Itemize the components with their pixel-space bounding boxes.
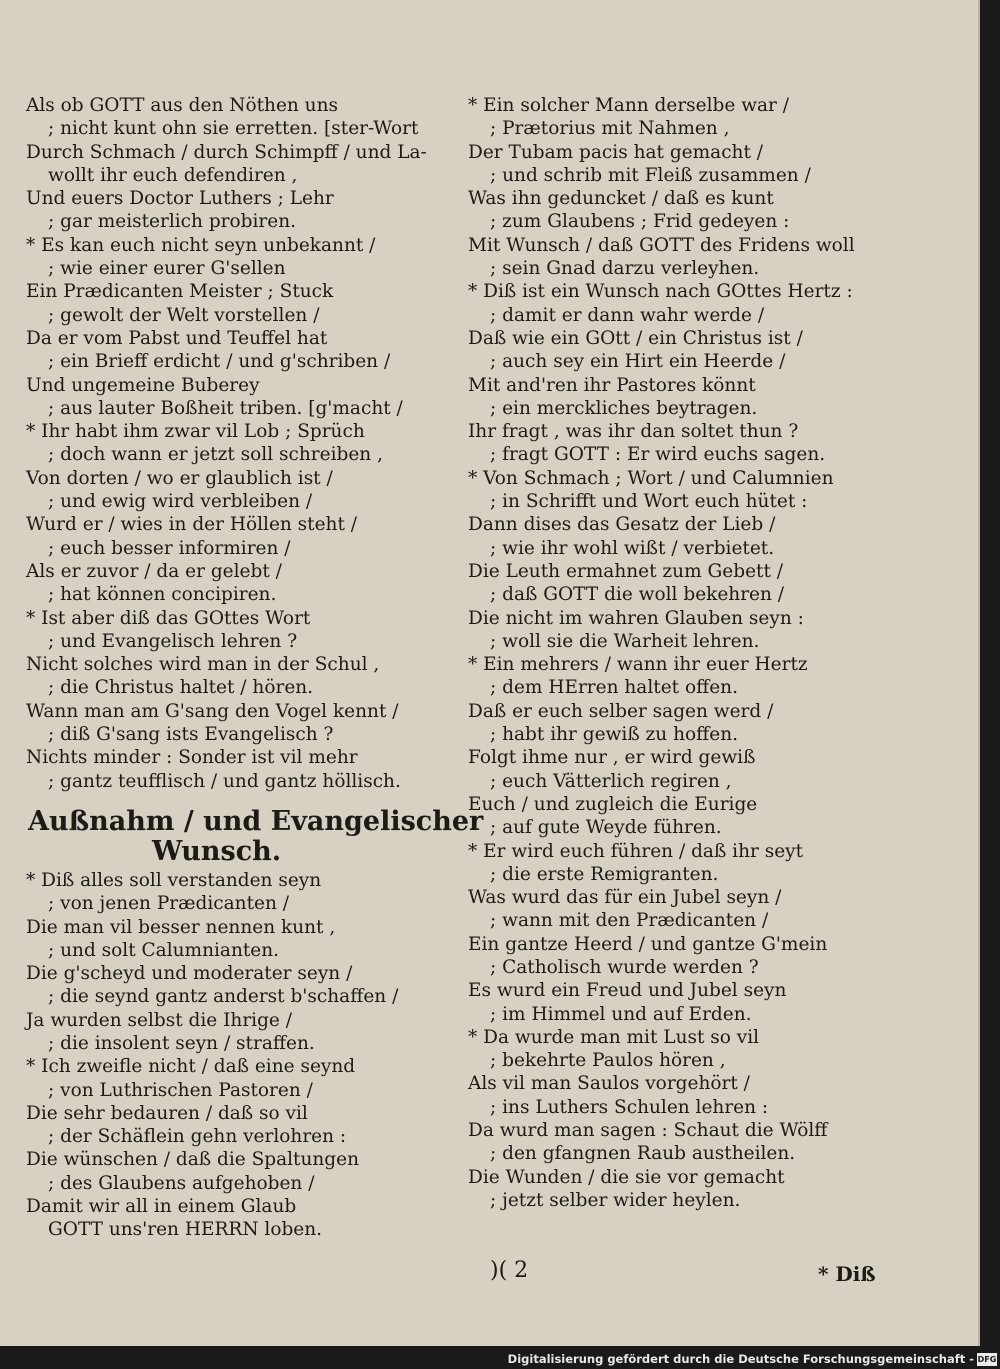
verse-line: Ein Prædicanten Meister ; Stuck — [26, 281, 334, 303]
section-heading-line2: Wunsch. — [152, 835, 282, 867]
verse-line: ; euch besser informiren / — [48, 537, 291, 559]
verse-line: Von dorten / wo er glaublich ist / — [26, 467, 333, 489]
verse-line: Mit Wunsch / daß GOTT des Fridens woll — [468, 234, 855, 256]
right-column — [468, 94, 898, 1212]
verse-line: Was ihn geduncket / daß es kunt — [468, 188, 774, 210]
verse-line: Daß wie ein GOtt / ein Christus ist / — [468, 327, 803, 349]
left-column-top-lines — [26, 94, 456, 793]
verse-line: Und ungemeine Buberey — [26, 374, 260, 396]
verse-line: ; wie ihr wohl wißt / verbietet. — [490, 537, 775, 559]
verse-line: Nichts minder : Sonder ist vil mehr — [26, 747, 358, 769]
verse-line: ; hat können concipiren. — [48, 584, 277, 606]
catchword: * Diß — [818, 1262, 876, 1286]
verse-line: ; damit er dann wahr werde / — [490, 304, 765, 326]
verse-line: ; auch sey ein Hirt ein Heerde / — [490, 351, 786, 373]
verse-line: * Da wurde man mit Lust so vil — [468, 1026, 760, 1048]
verse-line: ; diß G'sang ists Evangelisch ? — [48, 724, 334, 746]
verse-line: ; in Schrifft und Wort euch hütet : — [490, 491, 808, 513]
verse-line: Die nicht im wahren Glauben seyn : — [468, 607, 804, 629]
verse-line: ; jetzt selber wider heylen. — [490, 1189, 741, 1211]
verse-line: Daß er euch selber sagen werd / — [468, 700, 774, 722]
verse-line: ; aus lauter Boßheit triben. [g'macht / — [48, 397, 403, 419]
verse-line: ; ein merckliches beytragen. — [490, 397, 758, 419]
verse-line: ; die seynd gantz anderst b'schaffen / — [48, 986, 399, 1008]
verse-line: * Er wird euch führen / daß ihr seyt — [468, 840, 804, 862]
verse-line: ; dem HErren haltet offen. — [490, 677, 738, 699]
verse-line: Als er zuvor / da er gelebt / — [26, 560, 282, 582]
verse-line: ; nicht kunt ohn sie erretten. [ster-Wort — [48, 118, 419, 140]
verse-line: Da wurd man sagen : Schaut die Wölff — [468, 1120, 828, 1142]
verse-line: ; euch Vätterlich regiren , — [490, 770, 732, 792]
verse-line: ; ins Luthers Schulen lehren : — [490, 1096, 769, 1118]
verse-line: ; sein Gnad darzu verleyhen. — [490, 258, 760, 280]
dfg-logo: DFG — [977, 1355, 997, 1364]
verse-line: ; und schrib mit Fleiß zusammen / — [490, 164, 811, 186]
verse-line: Mit and'ren ihr Pastores könnt — [468, 374, 756, 396]
verse-line: ; der Schäflein gehn verlohren : — [48, 1126, 347, 1148]
verse-line: ; wie einer eurer G'sellen — [48, 258, 286, 280]
verse-line: * Diß alles soll verstanden seyn — [26, 869, 322, 891]
verse-line: ; Catholisch wurde werden ? — [490, 956, 759, 978]
verse-line: ; und Evangelisch lehren ? — [48, 630, 298, 652]
verse-line: ; auf gute Weyde führen. — [490, 817, 722, 839]
verse-line: Die Wunden / die sie vor gemacht — [468, 1166, 785, 1188]
verse-line: * Ist aber diß das GOttes Wort — [26, 607, 311, 629]
verse-line: * Diß ist ein Wunsch nach GOttes Hertz : — [468, 281, 853, 303]
verse-line: Ja wurden selbst die Ihrige / — [26, 1009, 292, 1031]
verse-line: Was wurd das für ein Jubel seyn / — [468, 887, 782, 909]
verse-line: * Ich zweifle nicht / daß eine seynd — [26, 1056, 356, 1078]
verse-line: Da er vom Pabst und Teuffel hat — [26, 327, 328, 349]
verse-line: ; habt ihr gewiß zu hoffen. — [490, 724, 739, 746]
digitization-credit: Digitalisierung gefördert durch die Deutsche Forschungsgemeinschaft - — [507, 1352, 974, 1366]
verse-line: Dann dises das Gesatz der Lieb / — [468, 514, 776, 536]
verse-line: Ihr fragt , was ihr dan soltet thun ? — [468, 421, 799, 443]
verse-line: ; doch wann er jetzt soll schreiben , — [48, 444, 383, 466]
verse-line: ; im Himmel und auf Erden. — [490, 1003, 752, 1025]
verse-line: Folgt ihme nur , er wird gewiß — [468, 747, 756, 769]
verse-line: Wann man am G'sang den Vogel kennt / — [26, 700, 399, 722]
section-heading-line1: Außnahm / und Evangelischer — [28, 805, 484, 837]
verse-line: Die Leuth ermahnet zum Gebett / — [468, 560, 783, 582]
verse-line: Wurd er / wies in der Höllen steht / — [26, 514, 358, 536]
verse-line: * Ein solcher Mann derselbe war / — [468, 95, 790, 116]
verse-line: ; gar meisterlich probiren. — [48, 211, 296, 233]
verse-line: Als ob GOTT aus den Nöthen uns — [26, 95, 339, 116]
verse-line: ; zum Glaubens ; Frid gedeyen : — [490, 211, 790, 233]
verse-line: Durch Schmach / durch Schimpff / und La- — [26, 141, 427, 163]
verse-line: * Von Schmach ; Wort / und Calumnien — [468, 467, 834, 489]
verse-line: Euch / und zugleich die Eurige — [468, 793, 758, 815]
verse-line: Und euers Doctor Luthers ; Lehr — [26, 188, 334, 210]
verse-line: ; woll sie die Warheit lehren. — [490, 630, 760, 652]
verse-line: Die wünschen / daß die Spaltungen — [26, 1149, 359, 1171]
verse-line: ; ein Brieff erdicht / und g'schriben / — [48, 351, 391, 373]
verse-line: wollt ihr euch defendiren , — [48, 164, 298, 186]
verse-line: ; und ewig wird verbleiben / — [48, 491, 313, 513]
verse-line: ; die insolent seyn / straffen. — [48, 1032, 315, 1054]
verse-line: ; Prætorius mit Nahmen , — [490, 118, 730, 140]
verse-line: Nicht solches wird man in der Schul , — [26, 654, 380, 676]
verse-line: ; den gfangnen Raub austheilen. — [490, 1143, 796, 1165]
verse-line: ; bekehrte Paulos hören , — [490, 1050, 726, 1072]
left-column — [26, 94, 484, 1242]
verse-line: * Ein mehrers / wann ihr euer Hertz — [468, 654, 808, 676]
verse-line: ; von jenen Prædicanten / — [48, 893, 289, 915]
left-column-bottom-lines — [26, 869, 456, 1242]
verse-line: GOTT uns'ren HERRN loben. — [48, 1219, 323, 1241]
verse-line: Ein gantze Heerd / und gantze G'mein — [468, 933, 828, 955]
verse-line: Die g'scheyd und moderater seyn / — [26, 963, 353, 985]
verse-line: ; des Glaubens aufgehoben / — [48, 1172, 315, 1194]
verse-line: * Ihr habt ihm zwar vil Lob ; Sprüch — [26, 421, 365, 443]
verse-line: ; wann mit den Prædicanten / — [490, 910, 769, 932]
verse-line: Die man vil besser nennen kunt , — [26, 916, 336, 938]
verse-line: ; daß GOTT die woll bekehren / — [490, 584, 785, 606]
verse-line: Die sehr bedauren / daß so vil — [26, 1102, 308, 1124]
verse-line: Es wurd ein Freud und Jubel seyn — [468, 980, 787, 1002]
verse-line: ; die Christus haltet / hören. — [48, 677, 314, 699]
verse-line: * Es kan euch nicht seyn unbekannt / — [26, 234, 376, 256]
verse-line: ; gantz teufflisch / und gantz höllisch. — [48, 770, 401, 792]
signature-mark: )( 2 — [490, 1258, 529, 1283]
verse-line: ; von Luthrischen Pastoren / — [48, 1079, 313, 1101]
verse-line: Damit wir all in einem Glaub — [26, 1196, 297, 1218]
verse-line: ; gewolt der Welt vorstellen / — [48, 304, 320, 326]
verse-line: ; fragt GOTT : Er wird euchs sagen. — [490, 444, 826, 466]
verse-line: Der Tubam pacis hat gemacht / — [468, 141, 764, 163]
verse-line: ; und solt Calumnianten. — [48, 939, 280, 961]
verse-line: ; die erste Remigranten. — [490, 863, 719, 885]
verse-line: Als vil man Saulos vorgehört / — [468, 1073, 750, 1095]
